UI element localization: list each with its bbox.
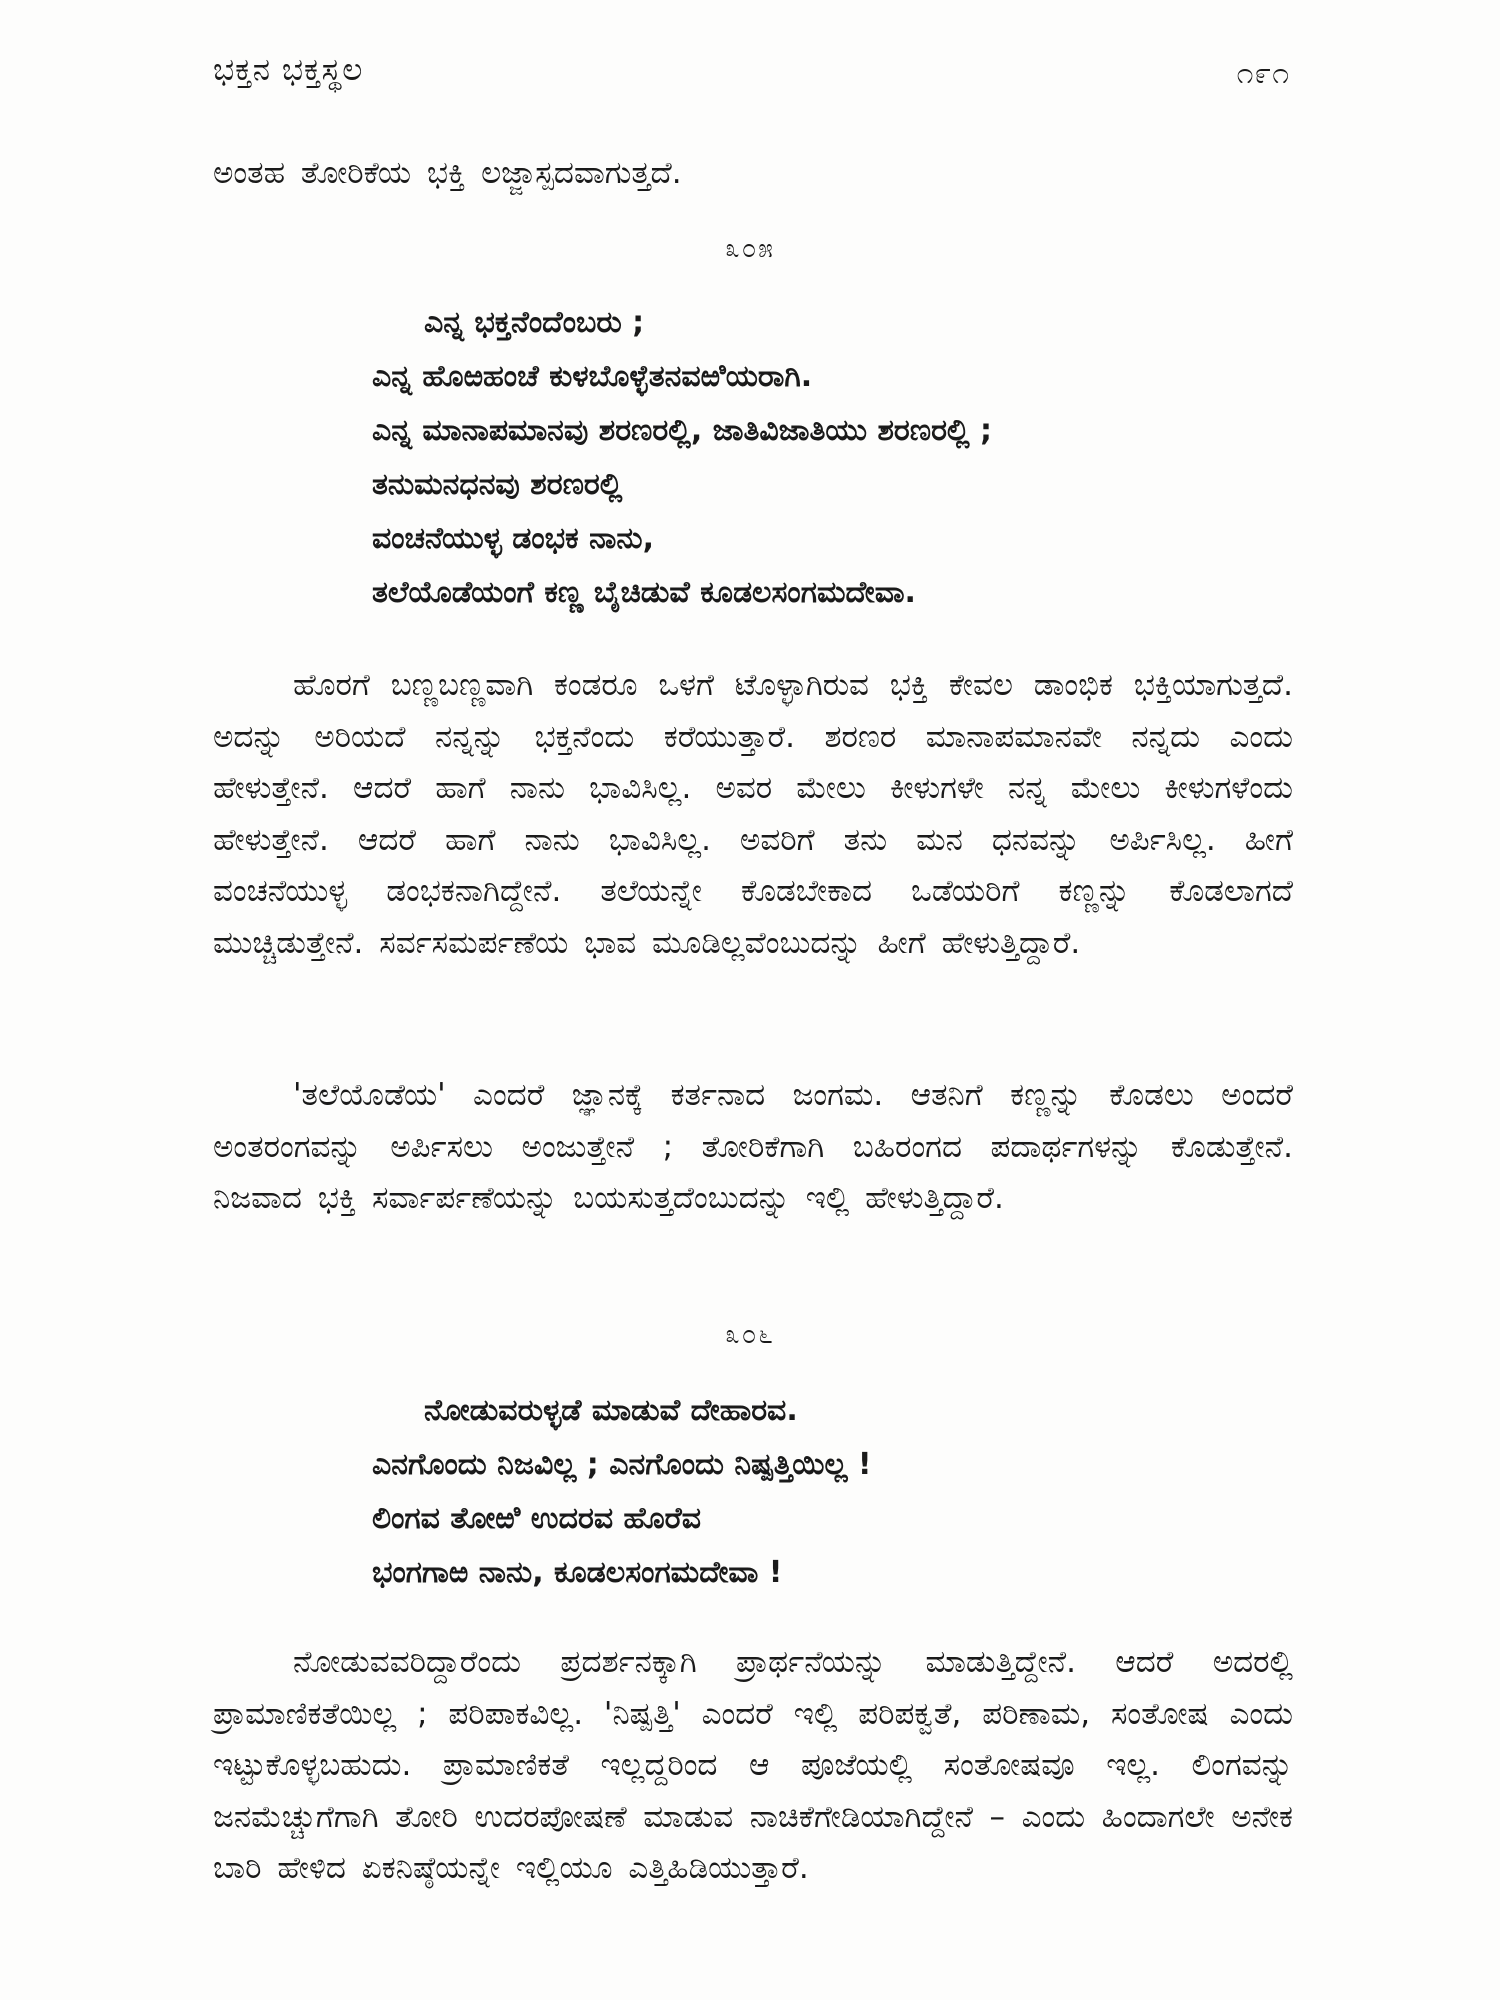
commentary-paragraph: ನೋಡುವವರಿದ್ದಾರೆಂದು ಪ್ರದರ್ಶನಕ್ಕಾಗಿ ಪ್ರಾರ್ಥನೆಯನ್ನು ಮಾಡುತ್ತಿದ್ದೇನೆ. ಆದರೆ ಅದರಲ್ಲಿ ಪ್ರಾಮಾಣಿಕತೆಯಿಲ್ಲ ; ಪರಿಪಾಕವಿಲ್ಲ. 'ನಿಷ್ಪತ್ತಿ' ಎಂದರೆ ಇಲ್ಲಿ ಪರಿಪಕ್ವತೆ, ಪರಿಣಾಮ, ಸಂತೋಷ ಎಂದು ಇಟ್ಟುಕೊಳ್ಳಬಹುದು. ಪ್ರಾಮಾಣಿಕತೆ ಇಲ್ಲದ್ದರಿಂದ ಆ ಪೂಜೆಯಲ್ಲಿ ಸಂತೋಷವೂ ಇಲ್ಲ. ಲಿಂಗವನ್ನು ಜನಮೆಚ್ಚುಗೆಗಾಗಿ ತೋರಿ ಉದರಪೋಷಣೆ ಮಾಡುವ ನಾಚಿಕೆಗೇಡಿಯಾಗಿದ್ದೇನೆ – ಎಂದು ಹಿಂದಾಗಲೇ ಅನೇಕ ಬಾರಿ ಹೇಳಿದ ಏಕನಿಷ್ಠೆಯನ್ನೇ ಇಲ್ಲಿಯೂ ಎತ್ತಿಹಿಡಿಯುತ್ತಾರೆ.	[213, 1644, 1293, 1886]
commentary	[213, 1070, 1293, 1225]
vachana-number: ೩೦೫	[725, 234, 775, 264]
verse-line: ಎನಗೊಂದು ನಿಜವಿಲ್ಲ ; ಎನಗೊಂದು ನಿಷ್ಪತ್ತಿಯಿಲ್ಲ !	[372, 1447, 872, 1482]
running-head: ಭಕ್ತನ ಭಕ್ತಸ್ಥಲ	[213, 52, 364, 88]
verse-line: ತಲೆಯೊಡೆಯಂಗೆ ಕಣ್ಣ ಬೈಚಿಡುವೆ ಕೂಡಲಸಂಗಮದೇವಾ.	[372, 575, 916, 610]
verse-line: ವಂಚನೆಯುಳ್ಳ ಡಂಭಕ ನಾನು,	[372, 521, 654, 556]
commentary	[213, 660, 1293, 969]
page-number: ೧೯೧	[1236, 56, 1290, 91]
verse-line: ಎನ್ನ ಮಾನಾಪಮಾನವು ಶರಣರಲ್ಲಿ, ಜಾತಿವಿಜಾತಿಯು ಶರಣರಲ್ಲಿ ;	[372, 413, 993, 448]
verse-line: ನೋಡುವರುಳ್ಳಡೆ ಮಾಡುವೆ ದೇಹಾರವ.	[424, 1393, 798, 1428]
verse-line: ಭಂಗಗಾಱ ನಾನು, ಕೂಡಲಸಂಗಮದೇವಾ !	[372, 1555, 783, 1590]
vachana-verse	[372, 296, 1272, 620]
opening-line	[213, 148, 1293, 200]
opening-line-text: ಅಂತಹ ತೋರಿಕೆಯ ಭಕ್ತಿ ಲಜ್ಜಾಸ್ಪದವಾಗುತ್ತದೆ.	[213, 155, 682, 191]
vachana-number: ೩೦೬	[725, 1320, 775, 1350]
verse-line: ಲಿಂಗವ ತೋಱಿ ಉದರವ ಹೊರೆವ	[372, 1501, 701, 1536]
verse-line: ತನುಮನಧನವು ಶರಣರಲ್ಲಿ	[372, 467, 623, 502]
commentary	[213, 1637, 1293, 1895]
commentary-paragraph: 'ತಲೆಯೊಡೆಯ' ಎಂದರೆ ಜ್ಞಾನಕ್ಕೆ ಕರ್ತನಾದ ಜಂಗಮ. ಆತನಿಗೆ ಕಣ್ಣನ್ನು ಕೊಡಲು ಅಂದರೆ ಅಂತರಂಗವನ್ನು ಅರ್ಪಿಸಲು ಅಂಜುತ್ತೇನೆ ; ತೋರಿಕೆಗಾಗಿ ಬಹಿರಂಗದ ಪದಾರ್ಥಗಳನ್ನು ಕೊಡುತ್ತೇನೆ. ನಿಜವಾದ ಭಕ್ತಿ ಸರ್ವಾರ್ಪಣೆಯನ್ನು ಬಯಸುತ್ತದೆಂಬುದನ್ನು ಇಲ್ಲಿ ಹೇಳುತ್ತಿದ್ದಾರೆ.	[213, 1077, 1293, 1216]
verse-line: ಎನ್ನ ಹೊಱಹಂಚೆ ಕುಳಬೊಳ್ಳೆತನವಱಿಯರಾಗಿ.	[372, 359, 813, 394]
vachana-verse	[372, 1384, 1272, 1600]
commentary-paragraph: ಹೊರಗೆ ಬಣ್ಣಬಣ್ಣವಾಗಿ ಕಂಡರೂ ಒಳಗೆ ಟೊಳ್ಳಾಗಿರುವ ಭಕ್ತಿ ಕೇವಲ ಡಾಂಭಿಕ ಭಕ್ತಿಯಾಗುತ್ತದೆ. ಅದನ್ನು ಅರಿಯದೆ ನನ್ನನ್ನು ಭಕ್ತನೆಂದು ಕರೆಯುತ್ತಾರೆ. ಶರಣರ ಮಾನಾಪಮಾನವೇ ನನ್ನದು ಎಂದು ಹೇಳುತ್ತೇನೆ. ಆದರೆ ಹಾಗೆ ನಾನು ಭಾವಿಸಿಲ್ಲ. ಅವರ ಮೇಲು ಕೀಳುಗಳೇ ನನ್ನ ಮೇಲು ಕೀಳುಗಳೆಂದು ಹೇಳುತ್ತೇನೆ. ಆದರೆ ಹಾಗೆ ನಾನು ಭಾವಿಸಿಲ್ಲ. ಅವರಿಗೆ ತನು ಮನ ಧನವನ್ನು ಅರ್ಪಿಸಿಲ್ಲ. ಹೀಗೆ ವಂಚನೆಯುಳ್ಳ ಡಂಭಕನಾಗಿದ್ದೇನೆ. ತಲೆಯನ್ನೇ ಕೊಡಬೇಕಾದ ಒಡೆಯರಿಗೆ ಕಣ್ಣನ್ನು ಕೊಡಲಾಗದೆ ಮುಚ್ಚಿಡುತ್ತೇನೆ. ಸರ್ವಸಮರ್ಪಣೆಯ ಭಾವ ಮೂಡಿಲ್ಲವೆಂಬುದನ್ನು ಹೀಗೆ ಹೇಳುತ್ತಿದ್ದಾರೆ.	[213, 667, 1293, 961]
verse-line: ಎನ್ನ ಭಕ್ತನೆಂದೆಂಬರು ;	[424, 305, 645, 340]
